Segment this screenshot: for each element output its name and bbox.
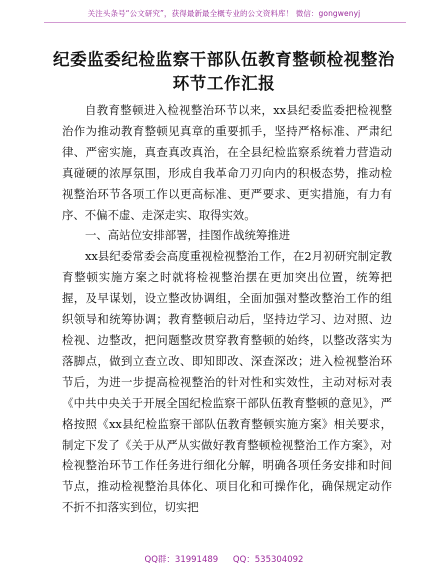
header-divider — [44, 22, 406, 23]
intro-paragraph: 自教育整顿进入检视整治环节以来，xx县纪委监委把检视整治作为推动教育整顿见真章的重要抓手，坚持严格标准、严肃纪律、严密实施，真查真改真治，在全县纪检监察系统着力营造动真碰硬的浓厚氛围，形成自我革命刀刃向内的积极态势，推动检视整治环节各项工作以更高标准、更严要求、更实措施，有力有序、不偏不虚、走深走实、取得实效。 — [62, 103, 392, 222]
document-body — [62, 100, 392, 518]
footer — [0, 553, 448, 565]
document-title — [50, 48, 398, 96]
section-1-paragraph: xx县纪委常委会高度重视检视整治工作，在2月初研究制定教育整顿实施方案之时就将检视整治摆在更加突出位置，统筹把握，及早谋划，设立整改协调组，全面加强对整改整治工作的组织领导和统筹协调；教育整顿启动后，坚持边学习、边对照、边检视、边整改，把问题整改贯穿教育整顿的始终，以整改落实为落脚点，做到立查立改、即知即改、深查深改；进入检视整治环节后，为进一步提高检视整治的针对性和实效性，主动对标对表《中共中央关于开展全国纪检监察干部队伍教育整顿的意见》，严格按照《xx县纪检监察干部队伍教育整顿实施方案》相关要求，制定下发了《关于从严从实做好教育整顿检视整治工作方案》，对检视整治环节工作任务进行细化分解，明确各项任务安排和时间节点，推动检视整治具体化、项目化和可操作化，确保规定动作不折不扣落实到位，切实把 — [62, 249, 392, 515]
section-heading-1: 一、高站位安排部署，挂图作战统筹推进 — [85, 228, 291, 243]
footer-qq-group: QQ群：31991489 — [144, 555, 219, 565]
title-line-2: 环节工作汇报 — [172, 74, 276, 93]
title-line-1: 纪委监委纪检监察干部队伍教育整顿检视整治 — [53, 50, 395, 69]
header-banner: 关注头条号“公文研究”，获得最新最全概专业的公文资料库！ 微信：gongwenyj — [87, 9, 361, 18]
footer-qq: QQ：535304092 — [232, 555, 304, 565]
